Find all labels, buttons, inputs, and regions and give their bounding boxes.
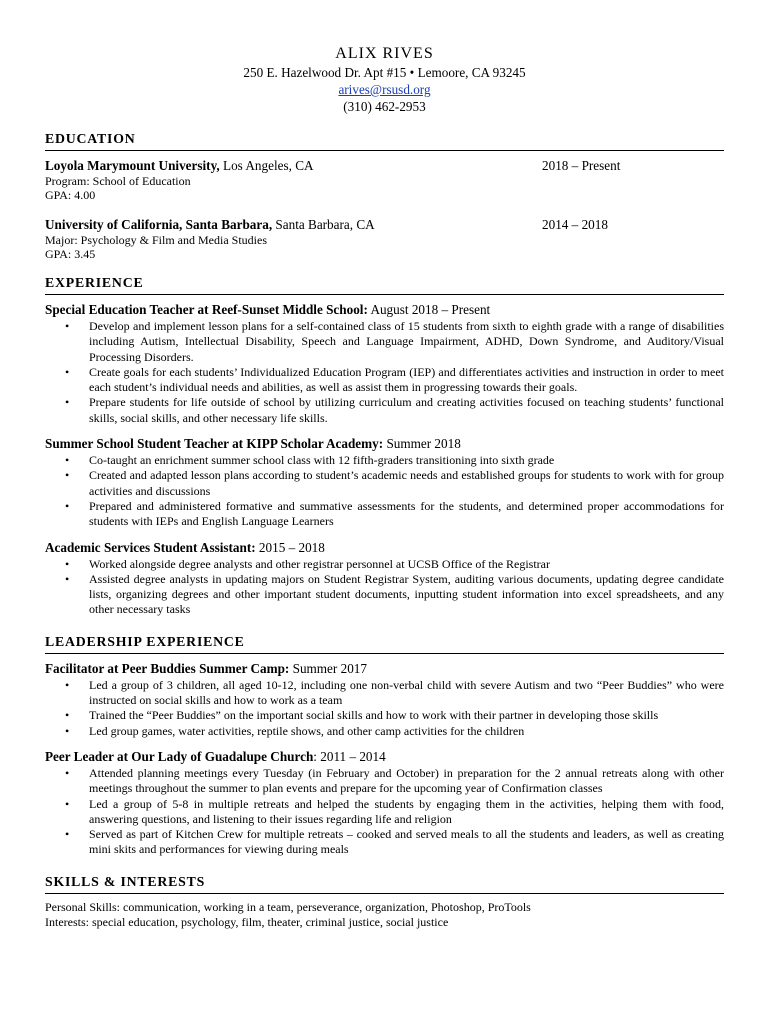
job-bullet: • Trained the “Peer Buddies” on the important social skills and how to work with their partner in developing those skills bbox=[45, 708, 724, 723]
major: Major: Psychology & Film and Media Studies bbox=[45, 233, 267, 247]
job-role: Academic Services Student Assistant: bbox=[45, 539, 256, 555]
job-entry bbox=[45, 301, 724, 426]
job-bullet: • Led a group of 5-8 in multiple retreats and helped the students by engaging them in the activities, helping them with food, answering questions, and listening to their issues regarding life and religion bbox=[45, 797, 724, 828]
job-dates: August 2018 – Present bbox=[367, 302, 491, 317]
school-name: Loyola Marymount University, bbox=[45, 158, 220, 173]
job-dates: Summer 2017 bbox=[289, 660, 367, 676]
job-bullet: • Co-taught an enrichment summer school class with 12 fifth-graders transitioning into sixth grade bbox=[45, 453, 724, 468]
job-role: Special Education Teacher at Reef-Sunset Middle School: bbox=[45, 302, 368, 317]
leadership-section bbox=[45, 634, 724, 858]
job-entry bbox=[45, 539, 724, 618]
experience-section bbox=[45, 275, 724, 618]
job-bullet: • Assisted degree analysts in updating majors on Student Registrar System, auditing various documents, updating degree candidate lists, organizing degrees and other important student documents, inputting student information into excel spreadsheets, and any other necessary tasks bbox=[45, 572, 724, 618]
job-entry bbox=[45, 435, 724, 529]
candidate-name: ALIX RIVES bbox=[335, 45, 434, 62]
job-entry bbox=[45, 660, 724, 739]
personal-skills: Personal Skills: communication, working in a team, perseverance, organization, Photoshop, ProTools bbox=[45, 899, 531, 914]
job-role: Facilitator at Peer Buddies Summer Camp: bbox=[45, 660, 290, 676]
job-dates: 2015 – 2018 bbox=[255, 539, 325, 555]
email-link[interactable]: arives@rsusd.org bbox=[338, 82, 431, 97]
education-section bbox=[45, 131, 724, 261]
section-title: EDUCATION bbox=[45, 131, 724, 151]
job-dates: Summer 2018 bbox=[383, 436, 461, 452]
job-role: Peer Leader at Our Lady of Guadalupe Church bbox=[45, 748, 314, 764]
education-entry bbox=[45, 157, 724, 202]
job-bullet: • Led a group of 3 children, all aged 10-12, including one non-verbal child with severe Autism and two “Peer Buddies” who were instructed on social skills and how to work as a team bbox=[45, 678, 724, 709]
school-location: Santa Barbara, CA bbox=[272, 217, 375, 232]
resume-page bbox=[45, 44, 724, 931]
job-bullet: • Served as part of Kitchen Crew for multiple retreats – cooked and served meals to all the students and leaders, as well as creating mini skits and performances for viewing during meals bbox=[45, 827, 724, 858]
section-title: SKILLS & INTERESTS bbox=[45, 874, 724, 894]
address: 250 E. Hazelwood Dr. Apt #15 • Lemoore, CA 93245 bbox=[243, 65, 526, 80]
education-dates: 2018 – Present bbox=[542, 158, 621, 173]
job-bullet: • Worked alongside degree analysts and other registrar personnel at UCSB Office of the Registrar bbox=[45, 557, 724, 572]
job-bullet: • Prepare students for life outside of school by utilizing curriculum and creating activities focused on teaching students’ functional skills, social skills, and other necessary life skills. bbox=[45, 395, 724, 426]
section-title: EXPERIENCE bbox=[45, 275, 724, 295]
program: Program: School of Education bbox=[45, 174, 191, 188]
section-title: LEADERSHIP EXPERIENCE bbox=[45, 634, 724, 654]
interests: Interests: special education, psychology, film, theater, criminal justice, social justice bbox=[45, 915, 449, 930]
gpa: GPA: 4.00 bbox=[45, 188, 96, 202]
job-dates: : 2011 – 2014 bbox=[313, 748, 386, 764]
job-bullet: • Attended planning meetings every Tuesday (in February and October) in preparation for the 2 annual retreats along with other meetings throughout the summer to plan events and prepare for the upcoming year of Confirmation classes bbox=[45, 766, 724, 797]
school-name: University of California, Santa Barbara, bbox=[45, 217, 273, 232]
job-entry bbox=[45, 748, 724, 858]
education-dates: 2014 – 2018 bbox=[542, 217, 608, 232]
job-bullet: • Led group games, water activities, reptile shows, and other camp activities for the children bbox=[45, 724, 724, 739]
gpa: GPA: 3.45 bbox=[45, 247, 96, 261]
school-location: Los Angeles, CA bbox=[219, 158, 314, 173]
phone: (310) 462-2953 bbox=[343, 99, 426, 114]
job-bullet: • Created and adapted lesson plans according to student’s academic needs and established groups for students to work with for group activities and discussions bbox=[45, 468, 724, 499]
skills-section bbox=[45, 874, 724, 931]
resume-header bbox=[45, 44, 724, 115]
job-bullet: • Create goals for each students’ Individualized Education Program (IEP) and differentiates activities and instruction in order to meet each student’s individual needs and abilities, as well as assist them in progressing towards their goals. bbox=[45, 365, 724, 396]
education-entry bbox=[45, 216, 724, 261]
job-bullet: • Prepared and administered formative and summative assessments for the students, and determined proper accommodations for students with IEPs and English Language Learners bbox=[45, 499, 724, 530]
job-bullet: • Develop and implement lesson plans for a self-contained class of 15 students from sixth to eighth grade with a range of disabilities including Autism, Intellectual Disability, Speech and Language Impairment, ADHD, Down Syndrome, and Auditory/Visual Processing Disorders. bbox=[45, 319, 724, 365]
job-role: Summer School Student Teacher at KIPP Scholar Academy: bbox=[45, 436, 384, 452]
